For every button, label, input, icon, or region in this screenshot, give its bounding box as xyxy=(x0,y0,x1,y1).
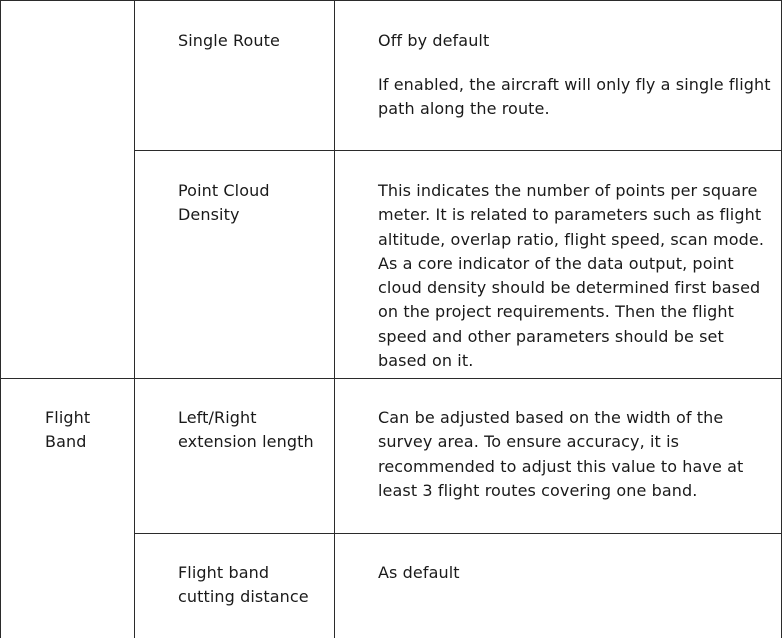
table-border-left xyxy=(0,0,1,638)
description-text: This indicates the number of points per square meter. It is related to parameters such as flight altitude, overlap ratio, flight speed, scan mode. As a core indicator of the data output, point cloud density should be determined first based on the project requirements. Then the flight speed and other parameters should be set based on it. xyxy=(378,181,765,371)
group-cell xyxy=(45,406,125,455)
description-cell xyxy=(378,29,776,122)
description-text: As default xyxy=(378,563,460,582)
parameter-cell xyxy=(178,406,326,455)
column-divider-2 xyxy=(334,0,335,638)
parameter-cell xyxy=(178,561,330,610)
table-border-top xyxy=(0,0,782,1)
parameter-name: Left/Right extension length xyxy=(178,408,314,452)
parameter-name: Single Route xyxy=(178,31,280,50)
description-text: Can be adjusted based on the width of the survey area. To ensure accuracy, it is recommended to adjust this value to have at least 3 flight routes covering one band. xyxy=(378,408,744,500)
column-divider-1 xyxy=(134,0,135,638)
description-cell xyxy=(378,561,776,585)
parameter-name: Flight band cutting distance xyxy=(178,563,309,607)
parameter-cell xyxy=(178,29,328,53)
description-cell xyxy=(378,179,776,373)
description-cell xyxy=(378,406,776,503)
group-name: Flight Band xyxy=(45,408,91,452)
description-text: If enabled, the aircraft will only fly a single flight path along the route. xyxy=(378,74,771,119)
row-divider-2 xyxy=(0,378,782,379)
row-divider-1 xyxy=(134,150,782,151)
row-divider-3 xyxy=(134,533,782,534)
description-text: Off by default xyxy=(378,31,490,50)
parameter-cell xyxy=(178,179,318,228)
parameter-name: Point Cloud Density xyxy=(178,181,270,225)
